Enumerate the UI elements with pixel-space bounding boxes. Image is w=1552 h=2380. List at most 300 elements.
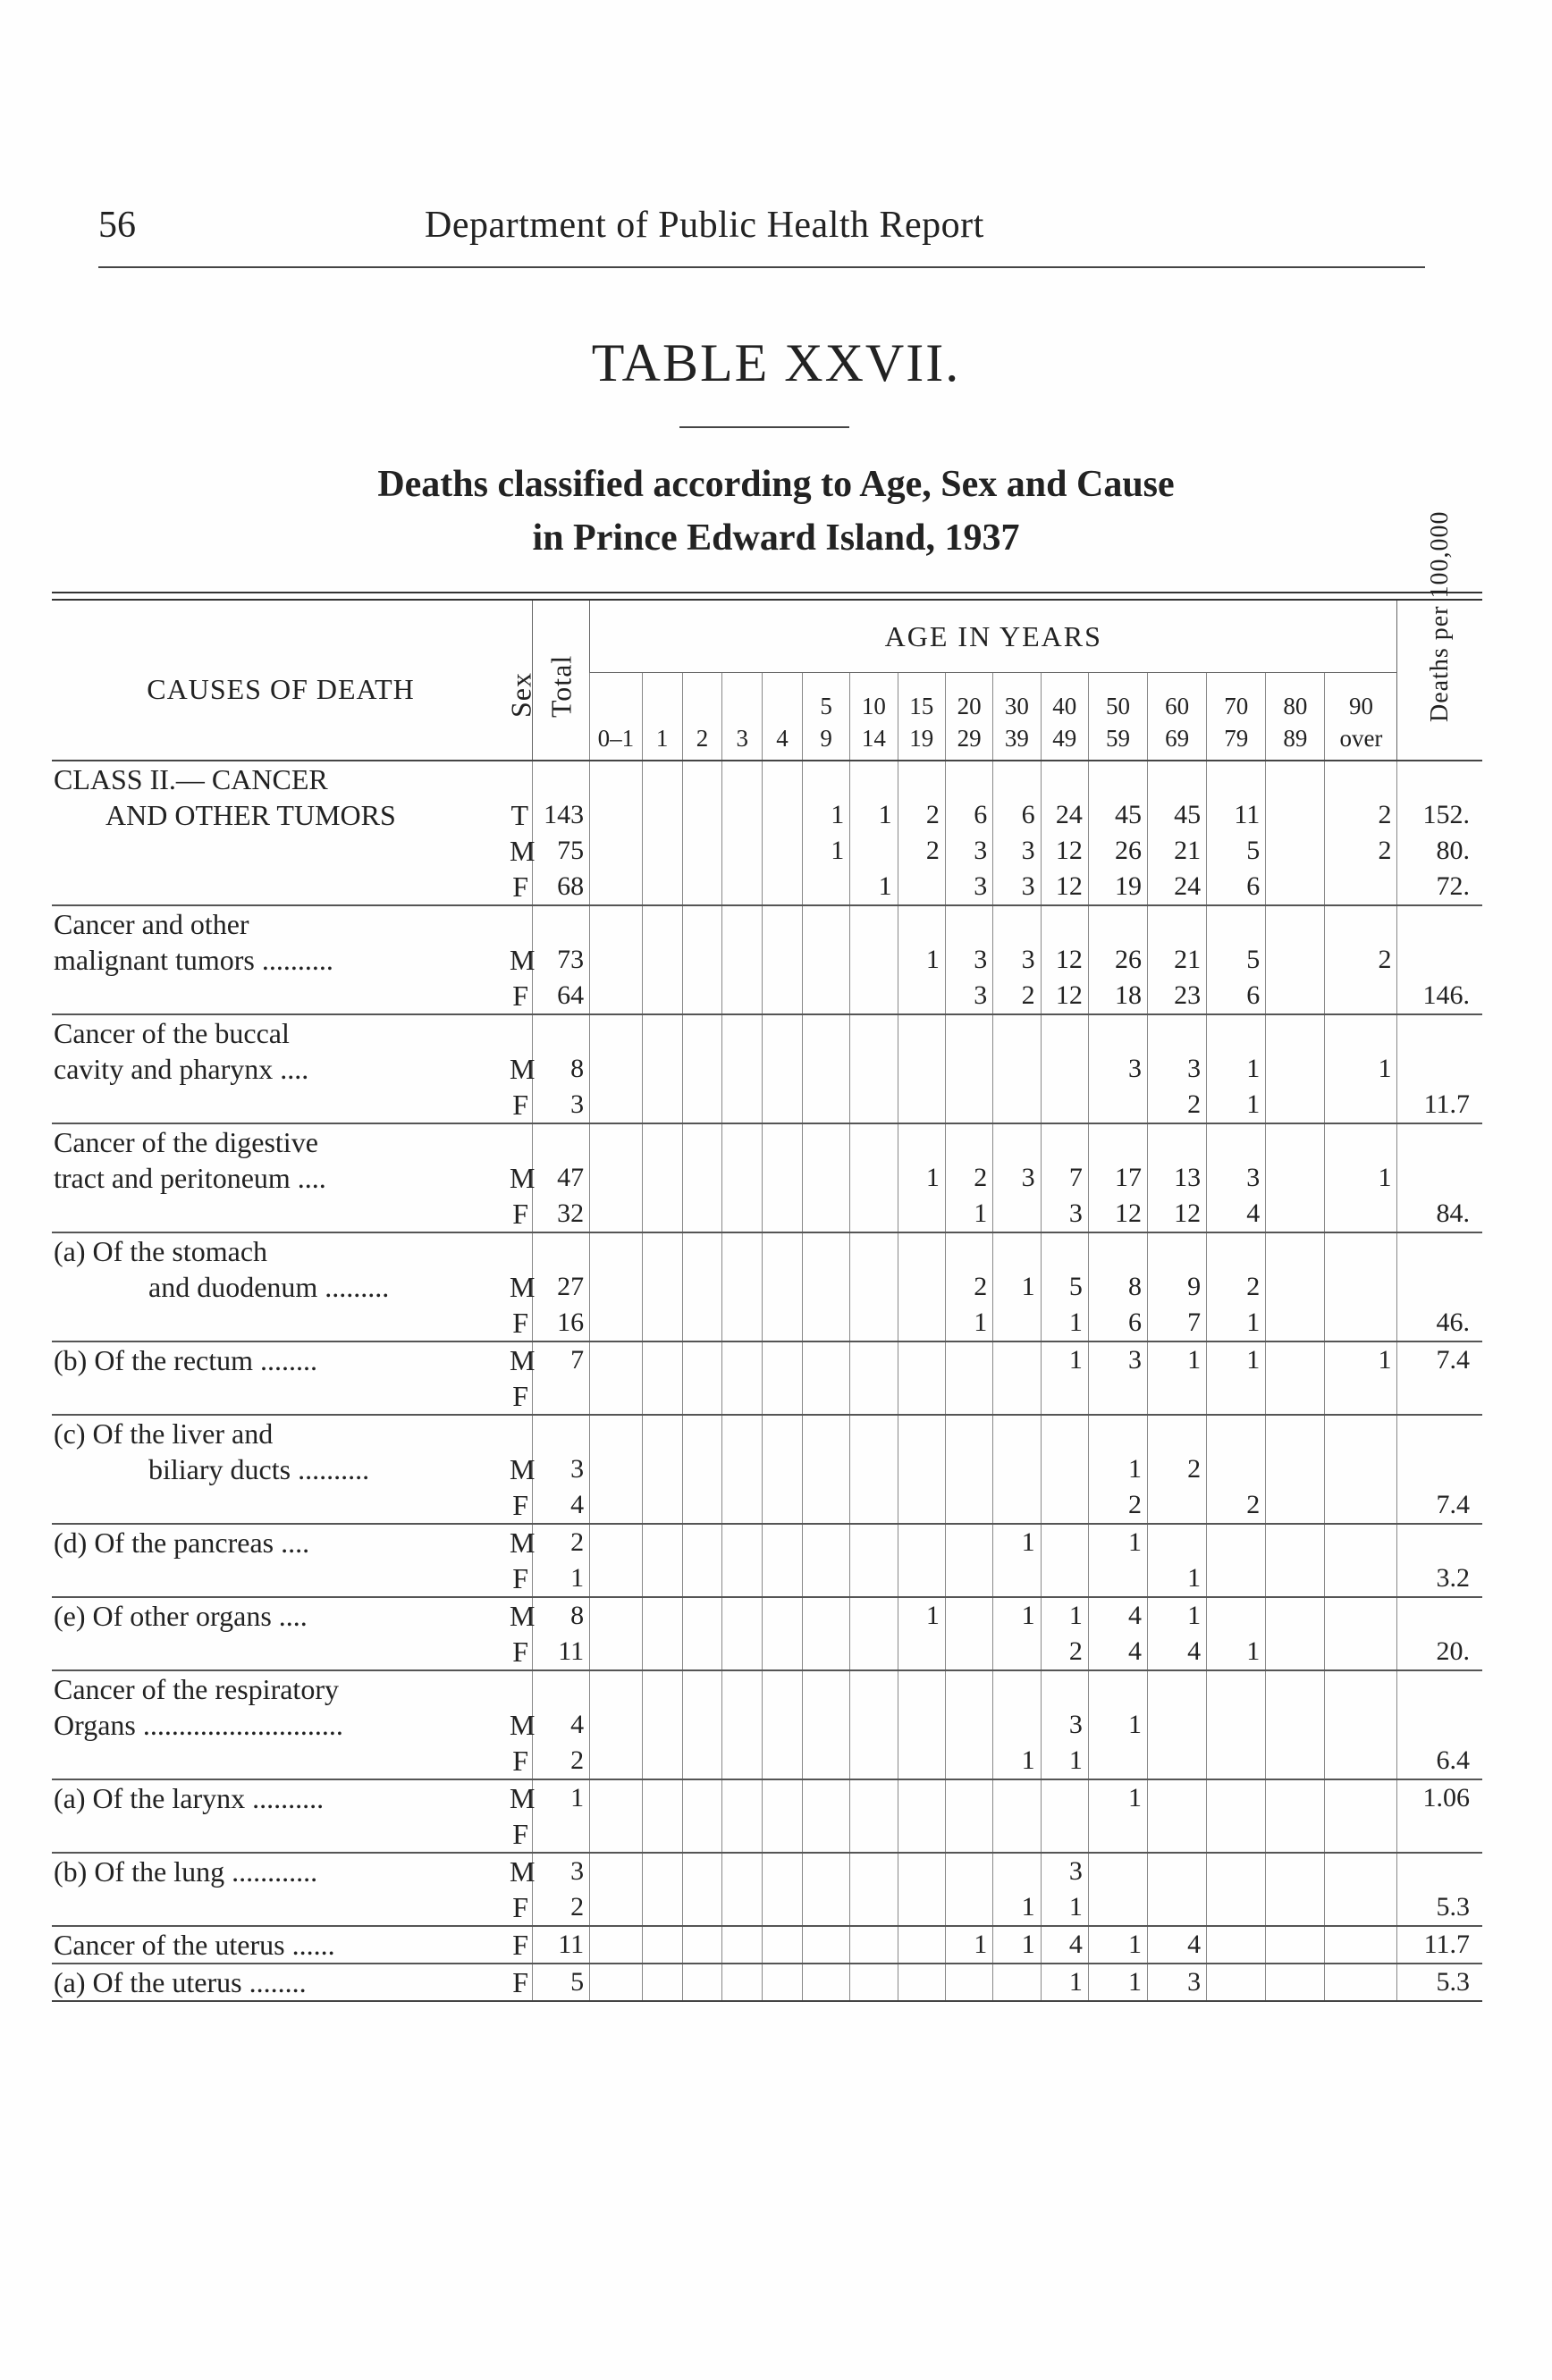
sex-cell: F <box>512 1745 529 1777</box>
age-count-cell <box>993 1051 1041 1087</box>
age-count-cell <box>590 1779 643 1816</box>
age-count-cell <box>850 1597 898 1634</box>
age-count-cell <box>850 1269 898 1305</box>
age-count-cell <box>850 1378 898 1415</box>
total-cell: 143 <box>533 797 590 833</box>
age-count-cell <box>722 1560 763 1597</box>
rate-cell: 72. <box>1397 869 1482 905</box>
age-count-cell <box>682 797 722 833</box>
age-count-cell <box>1148 1853 1207 1889</box>
cause-label: tract and peritoneum .... <box>54 1162 326 1194</box>
age-count-cell: 3 <box>945 869 992 905</box>
age-count-cell <box>1325 1634 1397 1670</box>
table-row <box>52 1196 1482 1232</box>
age-group-from: 80 <box>1283 693 1308 719</box>
age-count-cell <box>802 1743 849 1779</box>
age-count-cell <box>722 978 763 1014</box>
age-count-cell <box>590 978 643 1014</box>
age-count-cell <box>1325 1087 1397 1123</box>
age-count-cell <box>945 1524 992 1560</box>
age-count-cell <box>850 1160 898 1196</box>
age-count-cell <box>763 1560 803 1597</box>
age-count-cell <box>1266 1087 1325 1123</box>
rate-cell <box>1397 1269 1482 1305</box>
age-count-cell: 3 <box>1041 1853 1088 1889</box>
age-count-cell <box>1207 1816 1266 1853</box>
sex-cell: F <box>512 1198 529 1230</box>
table-row <box>52 1779 1482 1816</box>
age-count-cell <box>1325 1305 1397 1341</box>
table-row <box>52 1123 1482 1160</box>
age-count-cell: 26 <box>1088 942 1147 978</box>
age-count-cell <box>898 1305 945 1341</box>
total-cell: 27 <box>533 1269 590 1305</box>
cause-label: Cancer of the digestive <box>52 1123 510 1160</box>
age-count-cell <box>590 905 643 942</box>
age-count-cell <box>898 1415 945 1451</box>
age-count-cell <box>590 1560 643 1597</box>
age-count-cell <box>802 942 849 978</box>
age-count-cell: 12 <box>1088 1196 1147 1232</box>
age-count-cell: 1 <box>1088 1779 1147 1816</box>
age-count-cell <box>642 761 682 797</box>
table-subtitle-line-2: in Prince Edward Island, 1937 <box>532 517 1020 559</box>
age-count-cell <box>1088 1087 1147 1123</box>
age-count-cell <box>1325 978 1397 1014</box>
age-group-from: 90 <box>1348 693 1373 719</box>
age-count-cell: 1 <box>1088 1926 1147 1964</box>
age-count-cell <box>898 1743 945 1779</box>
age-count-cell: 3 <box>1088 1341 1147 1378</box>
age-count-cell <box>722 1853 763 1889</box>
age-count-cell <box>898 1269 945 1305</box>
age-group-header <box>945 673 992 761</box>
age-count-cell <box>722 1779 763 1816</box>
age-group-to: 39 <box>1004 725 1029 752</box>
age-count-cell <box>1325 1889 1397 1926</box>
rate-cell: 7.4 <box>1397 1341 1482 1378</box>
total-cell: 7 <box>533 1341 590 1378</box>
age-count-cell <box>763 1269 803 1305</box>
age-count-cell <box>1207 1560 1266 1597</box>
table-row <box>52 1964 1482 2001</box>
age-count-cell <box>682 1707 722 1743</box>
age-count-cell <box>763 1707 803 1743</box>
cause-label: (a) Of the larynx .......... <box>52 1779 510 1816</box>
cause-label <box>52 1816 510 1853</box>
age-count-cell <box>590 1853 643 1889</box>
age-count-cell <box>1041 1524 1088 1560</box>
age-count-cell: 5 <box>1207 833 1266 869</box>
age-count-cell <box>1088 1670 1147 1707</box>
age-count-cell: 1 <box>945 1926 992 1964</box>
age-count-cell <box>898 1524 945 1560</box>
age-count-cell: 3 <box>1207 1160 1266 1196</box>
age-count-cell <box>642 797 682 833</box>
total-cell: 47 <box>533 1160 590 1196</box>
age-count-cell <box>642 1487 682 1524</box>
age-count-cell <box>802 905 849 942</box>
sex-cell: F <box>512 980 529 1012</box>
cause-label: Cancer and other <box>52 905 510 942</box>
age-count-cell <box>1148 1779 1207 1816</box>
age-group-to: 69 <box>1165 725 1190 752</box>
age-count-cell: 24 <box>1148 869 1207 905</box>
age-count-cell <box>1041 1123 1088 1160</box>
cause-label <box>52 1378 510 1415</box>
total-cell: 1 <box>533 1560 590 1597</box>
cause-label: malignant tumors .......... <box>54 944 333 976</box>
age-count-cell <box>1088 1853 1147 1889</box>
age-count-cell <box>802 1415 849 1451</box>
sex-cell: F <box>512 1891 529 1923</box>
age-count-cell: 1 <box>1207 1634 1266 1670</box>
age-count-cell <box>642 1232 682 1269</box>
age-count-cell <box>682 1196 722 1232</box>
cause-label <box>52 869 510 905</box>
age-count-cell <box>722 869 763 905</box>
age-count-cell <box>1088 1889 1147 1926</box>
age-count-cell: 4 <box>1088 1634 1147 1670</box>
age-count-cell <box>763 1816 803 1853</box>
total-cell: 5 <box>533 1964 590 2001</box>
age-count-cell <box>1325 1816 1397 1853</box>
age-count-cell: 1 <box>1088 1524 1147 1560</box>
age-count-cell <box>763 1889 803 1926</box>
age-count-cell: 7 <box>1148 1305 1207 1341</box>
age-group-from: 30 <box>1004 693 1029 719</box>
age-count-cell <box>898 761 945 797</box>
age-count-cell <box>1325 905 1397 942</box>
age-count-cell <box>682 1305 722 1341</box>
age-count-cell <box>722 1487 763 1524</box>
age-count-cell: 12 <box>1041 942 1088 978</box>
age-count-cell <box>1088 905 1147 942</box>
rate-cell <box>1397 1123 1482 1160</box>
age-count-cell <box>1148 1524 1207 1560</box>
age-count-cell <box>722 1415 763 1451</box>
age-count-cell <box>1041 1670 1088 1707</box>
age-count-cell: 17 <box>1088 1160 1147 1196</box>
age-count-cell <box>802 1269 849 1305</box>
table-title: TABLE XXVII. <box>591 333 961 392</box>
age-count-cell <box>993 1487 1041 1524</box>
age-count-cell <box>945 905 992 942</box>
age-count-cell <box>722 1743 763 1779</box>
age-count-cell <box>1041 1816 1088 1853</box>
age-count-cell <box>993 1232 1041 1269</box>
age-count-cell <box>682 1014 722 1051</box>
age-count-cell <box>993 1707 1041 1743</box>
rate-cell <box>1397 1707 1482 1743</box>
age-count-cell <box>722 1123 763 1160</box>
age-count-cell <box>722 1087 763 1123</box>
age-count-cell <box>642 978 682 1014</box>
age-count-cell <box>1148 1707 1207 1743</box>
age-count-cell <box>1148 1232 1207 1269</box>
age-count-cell <box>642 1889 682 1926</box>
cause-label: CLASS II.— CANCER <box>52 761 510 797</box>
sex-cell: M <box>510 1853 533 1889</box>
age-count-cell <box>590 1816 643 1853</box>
age-count-cell: 1 <box>1041 1743 1088 1779</box>
age-count-cell <box>993 1087 1041 1123</box>
title-rule <box>679 426 849 428</box>
total-cell: 11 <box>533 1926 590 1964</box>
age-count-cell <box>898 1816 945 1853</box>
age-count-cell <box>682 1816 722 1853</box>
age-count-cell <box>1325 1670 1397 1707</box>
age-count-cell <box>682 978 722 1014</box>
cause-label <box>52 1743 510 1779</box>
age-count-cell <box>850 1964 898 2001</box>
age-count-cell <box>993 1816 1041 1853</box>
age-count-cell <box>1266 1123 1325 1160</box>
age-count-cell <box>850 1123 898 1160</box>
rate-cell <box>1397 1597 1482 1634</box>
age-count-cell <box>850 1634 898 1670</box>
age-count-cell <box>1325 1779 1397 1816</box>
age-count-cell <box>682 1232 722 1269</box>
age-count-cell <box>763 797 803 833</box>
age-count-cell <box>642 1123 682 1160</box>
total-cell <box>533 1816 590 1853</box>
age-count-cell: 1 <box>1088 1451 1147 1487</box>
age-count-cell <box>993 761 1041 797</box>
table-row <box>52 1707 1482 1743</box>
age-group-to: 19 <box>909 725 934 752</box>
rate-cell <box>1397 1853 1482 1889</box>
age-count-cell <box>1325 761 1397 797</box>
age-count-cell <box>945 1707 992 1743</box>
age-count-cell <box>945 1743 992 1779</box>
age-count-cell <box>682 1889 722 1926</box>
age-count-cell <box>945 1014 992 1051</box>
age-count-cell <box>1325 1123 1397 1160</box>
age-count-cell <box>590 1305 643 1341</box>
age-count-cell <box>898 1051 945 1087</box>
age-group-to: 14 <box>861 725 886 752</box>
age-count-cell <box>898 1853 945 1889</box>
age-count-cell <box>1148 1889 1207 1926</box>
age-count-cell <box>642 1160 682 1196</box>
age-count-cell: 11 <box>1207 797 1266 833</box>
cause-label <box>52 1487 510 1524</box>
age-count-cell <box>763 1670 803 1707</box>
age-count-cell <box>1325 1451 1397 1487</box>
age-count-cell: 1 <box>1041 1597 1088 1634</box>
age-count-cell <box>802 1670 849 1707</box>
age-count-cell <box>722 1889 763 1926</box>
age-count-cell <box>1041 905 1088 942</box>
age-count-cell <box>763 978 803 1014</box>
age-count-cell <box>1207 1707 1266 1743</box>
age-count-cell <box>1266 1560 1325 1597</box>
age-count-cell <box>898 1964 945 2001</box>
age-group-from: 40 <box>1052 693 1077 719</box>
cause-label <box>52 1634 510 1670</box>
age-count-cell <box>763 1853 803 1889</box>
age-count-cell: 1 <box>945 1305 992 1341</box>
age-count-cell <box>590 1051 643 1087</box>
age-count-cell: 6 <box>1207 978 1266 1014</box>
age-count-cell <box>763 1964 803 2001</box>
table-row <box>52 761 1482 797</box>
age-count-cell <box>1041 1051 1088 1087</box>
sex-cell: F <box>512 1380 529 1412</box>
age-count-cell <box>1041 1487 1088 1524</box>
age-count-cell: 3 <box>993 833 1041 869</box>
age-group-header <box>1207 673 1266 761</box>
total-cell: 8 <box>533 1597 590 1634</box>
total-cell <box>533 1232 590 1269</box>
sex-cell: F <box>510 1926 533 1964</box>
age-count-cell <box>682 942 722 978</box>
age-count-cell <box>1088 1123 1147 1160</box>
age-count-cell <box>1266 1378 1325 1415</box>
age-count-cell <box>682 1451 722 1487</box>
age-count-cell <box>993 905 1041 942</box>
age-count-cell: 3 <box>945 833 992 869</box>
rate-cell: 5.3 <box>1397 1964 1482 2001</box>
age-count-cell <box>1325 1232 1397 1269</box>
age-count-cell <box>945 1853 992 1889</box>
age-count-cell <box>763 1087 803 1123</box>
sex-cell: M <box>510 1341 533 1378</box>
age-count-cell <box>1266 1451 1325 1487</box>
age-count-cell <box>850 1451 898 1487</box>
total-cell: 2 <box>533 1524 590 1560</box>
age-count-cell <box>642 1524 682 1560</box>
age-count-cell <box>682 1415 722 1451</box>
age-count-cell <box>802 1634 849 1670</box>
age-count-cell <box>642 1014 682 1051</box>
age-count-cell <box>1207 1743 1266 1779</box>
age-count-cell <box>850 1305 898 1341</box>
age-count-cell: 1 <box>1041 1964 1088 2001</box>
age-count-cell <box>898 1707 945 1743</box>
age-count-cell <box>1207 1670 1266 1707</box>
age-count-cell <box>1148 1014 1207 1051</box>
age-count-cell <box>1088 761 1147 797</box>
age-count-cell <box>1148 1670 1207 1707</box>
total-cell <box>533 1670 590 1707</box>
age-count-cell <box>1088 1232 1147 1269</box>
table-row <box>52 1889 1482 1926</box>
total-cell: 2 <box>533 1743 590 1779</box>
table-row <box>52 978 1482 1014</box>
age-count-cell <box>1266 1487 1325 1524</box>
age-group-from <box>643 690 682 722</box>
age-count-cell: 1 <box>1325 1160 1397 1196</box>
age-count-cell: 2 <box>1148 1451 1207 1487</box>
age-count-cell <box>722 1378 763 1415</box>
age-count-cell <box>682 833 722 869</box>
age-count-cell <box>590 1670 643 1707</box>
causes-header: CAUSES OF DEATH <box>52 601 510 761</box>
age-count-cell <box>945 1560 992 1597</box>
cause-label <box>52 978 510 1014</box>
cause-label <box>52 1889 510 1926</box>
age-count-cell <box>722 1926 763 1964</box>
age-count-cell <box>898 1779 945 1816</box>
age-count-cell: 24 <box>1041 797 1088 833</box>
age-count-cell <box>1266 1524 1325 1560</box>
age-count-cell <box>722 1051 763 1087</box>
age-group-from <box>683 690 722 722</box>
age-count-cell <box>945 1123 992 1160</box>
age-count-cell <box>642 1816 682 1853</box>
age-count-cell <box>802 1160 849 1196</box>
age-group-from <box>763 690 802 722</box>
total-cell: 16 <box>533 1305 590 1341</box>
age-count-cell <box>850 1524 898 1560</box>
age-count-cell: 1 <box>1088 1707 1147 1743</box>
age-group-from: 50 <box>1105 693 1130 719</box>
age-count-cell <box>1266 869 1325 905</box>
age-count-cell <box>850 1415 898 1451</box>
age-count-cell <box>590 797 643 833</box>
age-group-header <box>642 673 682 761</box>
age-count-cell: 8 <box>1088 1269 1147 1305</box>
age-count-cell: 2 <box>1041 1634 1088 1670</box>
age-count-cell <box>1266 1816 1325 1853</box>
age-group-header <box>682 673 722 761</box>
rate-cell: 11.7 <box>1397 1087 1482 1123</box>
rate-cell <box>1397 942 1482 978</box>
age-count-cell <box>682 1597 722 1634</box>
age-count-cell <box>590 1014 643 1051</box>
age-count-cell <box>642 905 682 942</box>
age-count-cell: 1 <box>1148 1560 1207 1597</box>
rate-cell <box>1397 761 1482 797</box>
age-count-cell <box>1207 1451 1266 1487</box>
age-count-cell <box>1207 1926 1266 1964</box>
age-count-cell <box>1207 1014 1266 1051</box>
cause-label: and duodenum ......... <box>148 1271 390 1303</box>
table-row <box>52 1051 1482 1087</box>
age-count-cell: 1 <box>1148 1341 1207 1378</box>
age-count-cell <box>1207 1415 1266 1451</box>
page-number: 56 <box>98 205 136 246</box>
age-count-cell <box>898 1196 945 1232</box>
age-count-cell <box>763 905 803 942</box>
age-count-cell <box>642 1853 682 1889</box>
age-count-cell <box>993 1964 1041 2001</box>
rate-header: Deaths per 100,000 <box>1397 601 1482 761</box>
sex-cell: F <box>512 1307 529 1339</box>
age-count-cell: 1 <box>850 869 898 905</box>
age-count-cell <box>945 1051 992 1087</box>
age-count-cell <box>850 1014 898 1051</box>
age-count-cell <box>1325 1743 1397 1779</box>
age-count-cell <box>682 1926 722 1964</box>
age-count-cell <box>642 1634 682 1670</box>
age-count-cell <box>1266 1889 1325 1926</box>
age-count-cell: 2 <box>1088 1487 1147 1524</box>
age-count-cell <box>1088 1743 1147 1779</box>
total-cell: 68 <box>533 869 590 905</box>
age-group-header <box>722 673 763 761</box>
total-cell: 8 <box>533 1051 590 1087</box>
age-count-cell: 2 <box>1207 1487 1266 1524</box>
total-cell <box>533 905 590 942</box>
cause-label: (b) Of the lung ............ <box>52 1853 510 1889</box>
table-row <box>52 1305 1482 1341</box>
age-count-cell: 1 <box>1088 1964 1147 2001</box>
age-count-cell <box>590 1123 643 1160</box>
age-count-cell: 1 <box>1207 1305 1266 1341</box>
